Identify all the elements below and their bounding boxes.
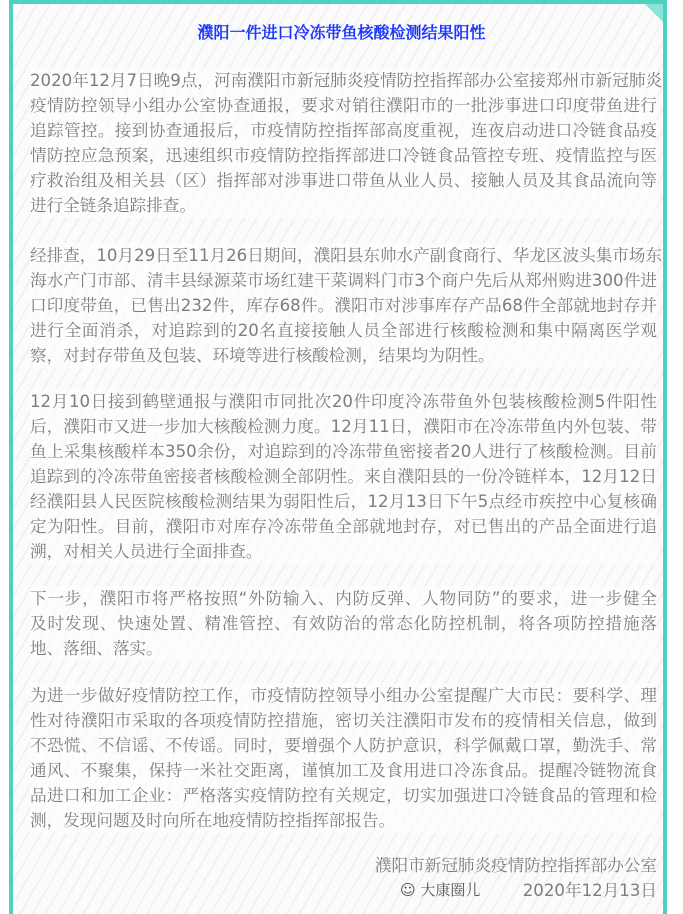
article-title: 濮阳一件进口冷冻带鱼核酸检测结果阳性 (197, 23, 486, 42)
paragraph-line: 后，濮阳市又进一步加大核酸检测力度。12月11日，濮阳市在冷冻带鱼内外包装、带 (30, 417, 657, 436)
paragraph-line: 海水产门市部、清丰县绿源菜市场红建干菜调料门市3个商户先后从郑州购进300件进 (30, 271, 657, 290)
paragraph-line: 溯，对相关人员进行全面排查。 (30, 542, 263, 561)
paragraph-line: 为进一步做好疫情防控工作，市疫情防控领导小组办公室提醒广大市民：要科学、理 (30, 686, 657, 705)
watermark-text: 大康圈儿 (420, 881, 481, 899)
paragraph-line: 通风、不聚集，保持一米社交距离，谨慎加工及食用进口冷冻食品。提醒冷链物流食 (30, 761, 657, 780)
paragraph-line: 疗救治组及相关县（区）指挥部对涉事进口带鱼从业人员、接触人员及其食品流向等 (30, 171, 657, 190)
paragraph-line: 定为阳性。目前，濮阳市对库存冷冻带鱼全部就地封存，对已售出的产品全面进行追 (30, 517, 657, 536)
paragraph-line: 下一步，濮阳市将严格按照“外防输入、内防反弹、人物同防”的要求，进一步健全 (30, 589, 657, 608)
paragraph-line: 2020年12月7日晚9点，河南濮阳市新冠肺炎疫情防控指挥部办公室接郑州市新冠肺炎 (30, 71, 663, 90)
paragraph-line: 疫情防控领导小组办公室协查通报，要求对销往濮阳市的一批涉事进口印度带鱼进行 (30, 96, 657, 115)
paragraph-line: 情防控应急预案，迅速组织市疫情防控指挥部进口冷链食品管控专班、疫情监控与医 (30, 146, 657, 165)
paragraph-1 (30, 68, 663, 218)
watermark (400, 880, 480, 900)
signature-date: 2020年12月13日 (522, 881, 657, 900)
paragraph-line: 经濮阳县人民医院核酸检测结果为弱阳性后，12月13日下午5点经市疾控中心复核确 (30, 492, 657, 511)
paragraph-3 (30, 389, 657, 564)
paragraph-line: 经排查，10月29日至11月26日期间，濮阳县东帅水产副食商行、华龙区波头集市场东 (30, 246, 663, 265)
paragraph-5 (30, 683, 657, 833)
signature-org: 濮阳市新冠肺炎疫情防控指挥部办公室 (374, 856, 657, 875)
paragraph-line: 追踪到的冷冻带鱼密接者核酸检测全部阴性。来自濮阳县的一份冷链样本，12月12日 (30, 467, 657, 486)
paragraph-line: 地、落细、落实。 (30, 639, 163, 658)
paragraph-line: 进行全面消杀，对追踪到的20名直接接触人员全部进行核酸检测和集中隔离医学观 (30, 321, 657, 340)
paragraph-line: 鱼上采集核酸样本350余份，对追踪到的冷冻带鱼密接者20人进行了核酸检测。目前 (30, 442, 657, 461)
paragraph-line: 12月10日接到鹤壁通报与濮阳市同批次20件印度冷冻带鱼外包装核酸检测5件阳性 (30, 392, 657, 411)
paragraph-line: 进行全链条追踪排查。 (30, 196, 196, 215)
paragraph-2 (30, 243, 663, 368)
paragraph-line: 追踪管控。接到协查通报后，市疫情防控指挥部高度重视，连夜启动进口冷链食品疫 (30, 121, 657, 140)
paragraph-line: 察，对封存带鱼及包装、环境等进行核酸检测，结果均为阴性。 (30, 346, 495, 365)
paragraph-line: 品进口和加工企业：严格落实疫情防控有关规定，切实加强进口冷链食品的管理和检 (30, 786, 657, 805)
wechat-icon: ☺ (400, 881, 416, 899)
paragraph-line: 测，发现问题及时向所在地疫情防控指挥部报告。 (30, 811, 396, 830)
paragraph-line: 及时发现、快速处置、精准管控、有效防治的常态化防控机制，将各项防控措施落 (30, 614, 657, 633)
paragraph-line: 口印度带鱼，已售出232件，库存68件。濮阳市对涉事库存产品68件全部就地封存并 (30, 296, 657, 315)
paragraph-line: 性对待濮阳市采取的各项疫情防控措施，密切关注濮阳市发布的疫情相关信息，做到 (30, 711, 657, 730)
paragraph-line: 不恐慌、不信谣、不传谣。同时，要增强个人防护意识，科学佩戴口罩，勤洗手、常 (30, 736, 657, 755)
corner-decoration (645, 4, 663, 22)
paragraph-4 (30, 586, 657, 661)
